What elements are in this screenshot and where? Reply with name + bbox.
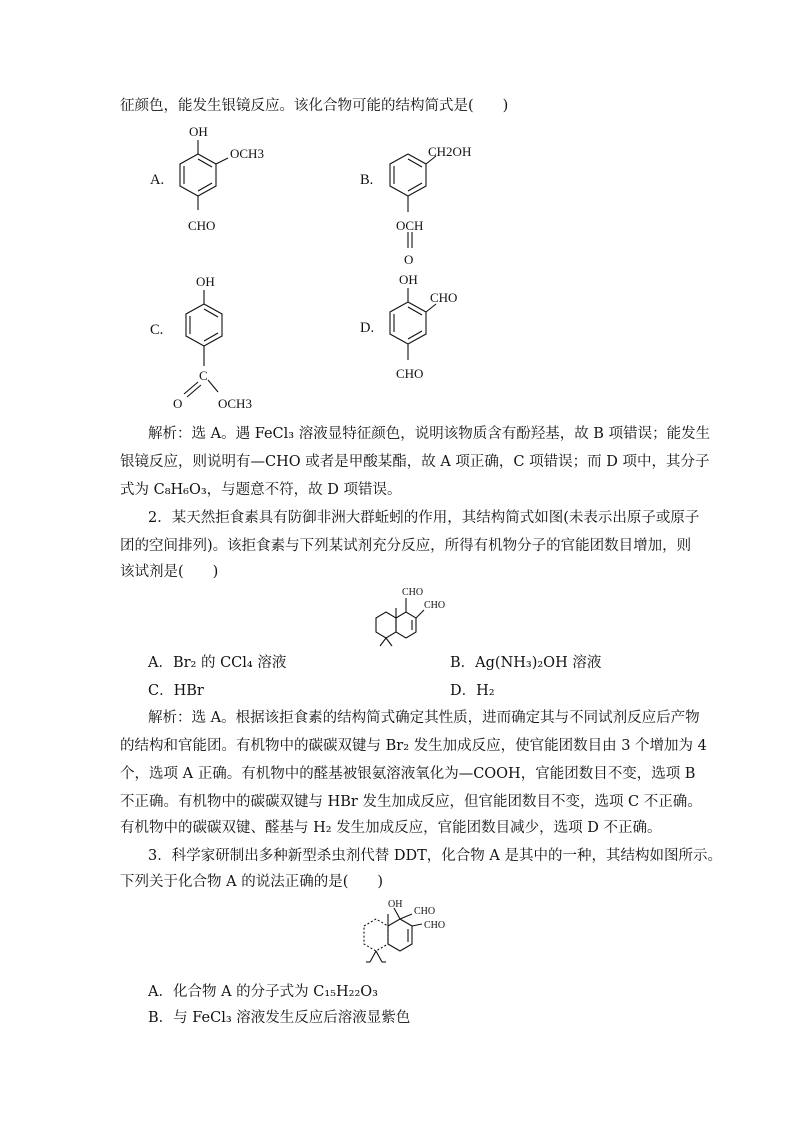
q1-option-d-structure [358,266,558,390]
group-o: O [404,252,414,267]
group-oh: OH [189,124,208,139]
q2-option-b: B．Ag(NH₃)₂OH 溶液 [450,655,602,671]
q2-stem-line-2: 团的空间排列)。该拒食素与下列某试剂充分反应，所得有机物分子的官能团数目增加，则 [120,538,692,554]
q2-option-c: C．HBr [148,683,204,699]
group-ch2oh: CH2OH [428,144,472,159]
q3-structure [350,896,480,976]
q3-stem-line-2: 下列关于化合物 A 的说法正确的是( ) [120,874,384,890]
q2-stem-line-1: 2．某天然拒食素具有防御非洲大群蚯蚓的作用，其结构简式如图(未表示出原子或原子 [148,510,700,526]
group-cho: CHO [396,366,424,381]
q2-analysis-line-5: 有机物中的碳碳双键、醛基与 H₂ 发生加成反应，官能团数目减少，选项 D 不正确。 [120,820,662,836]
group-oh: OH [388,899,403,910]
q2-structure [362,584,472,654]
q2-option-a: A．Br₂ 的 CCl₄ 溶液 [148,655,287,671]
option-label: C. [150,322,164,338]
option-label: B. [360,172,374,188]
q1-option-b-structure [358,138,558,268]
q3-option-a: A．化合物 A 的分子式为 C₁₅H₂₂O₃ [148,984,378,1000]
group-o: O [173,396,183,411]
q2-option-d: D．H₂ [450,683,495,699]
option-label: D. [360,320,375,336]
q1-analysis-line-1: 解析：选 A。遇 FeCl₃ 溶液显特征颜色，说明该物质含有酚羟基，故 B 项错误；能发生 [148,426,711,442]
group-cho: CHO [188,218,216,233]
group-cho: CHO [430,290,458,305]
group-cho: CHO [402,587,424,598]
q2-stem-line-3: 该试剂是( ) [120,564,219,580]
q1-option-a-structure [148,118,348,238]
group-cho: CHO [424,600,446,611]
q1-stem-end: 征颜色，能发生银镜反应。该化合物可能的结构简式是( ) [120,98,509,114]
q1-analysis-line-3: 式为 C₈H₆O₃，与题意不符，故 D 项错误。 [120,482,402,498]
group-oh: OH [399,272,418,287]
carbonyl-carbon: C [199,368,208,383]
q1-option-c-structure [148,268,348,418]
group-cho: CHO [414,906,436,917]
q2-analysis-line-4: 不正确。有机物中的碳碳双键与 HBr 发生加成反应，但官能团数目不变，选项 C 不正确。 [120,794,702,810]
group-oh: OH [196,274,215,289]
group-och3: OCH3 [218,396,252,411]
q3-option-b: B．与 FeCl₃ 溶液发生反应后溶液显紫色 [148,1010,411,1026]
q2-analysis-line-1: 解析：选 A。根据该拒食素的结构简式确定其性质，进而确定其与不同试剂反应后产物 [148,710,700,726]
q2-analysis-line-3: 个，选项 A 正确。有机物中的醛基被银氨溶液氧化为—COOH，官能团数目不变，选项 B [120,766,696,782]
option-label: A. [150,172,165,188]
q3-stem-line-1: 3．科学家研制出多种新型杀虫剂代替 DDT，化合物 A 是其中的一种，其结构如图所示。 [148,848,722,864]
q2-analysis-line-2: 的结构和官能团。有机物中的碳碳双键与 Br₂ 发生加成反应，使官能团数目由 3 个增加为 4 [120,738,707,754]
group-och3: OCH3 [230,146,264,161]
group-cho: CHO [424,920,446,931]
q1-analysis-line-2: 银镜反应，则说明有—CHO 或者是甲酸某酯，故 A 项正确，C 项错误；而 D 项中，其分子 [120,454,710,470]
group-och: OCH [396,218,424,233]
